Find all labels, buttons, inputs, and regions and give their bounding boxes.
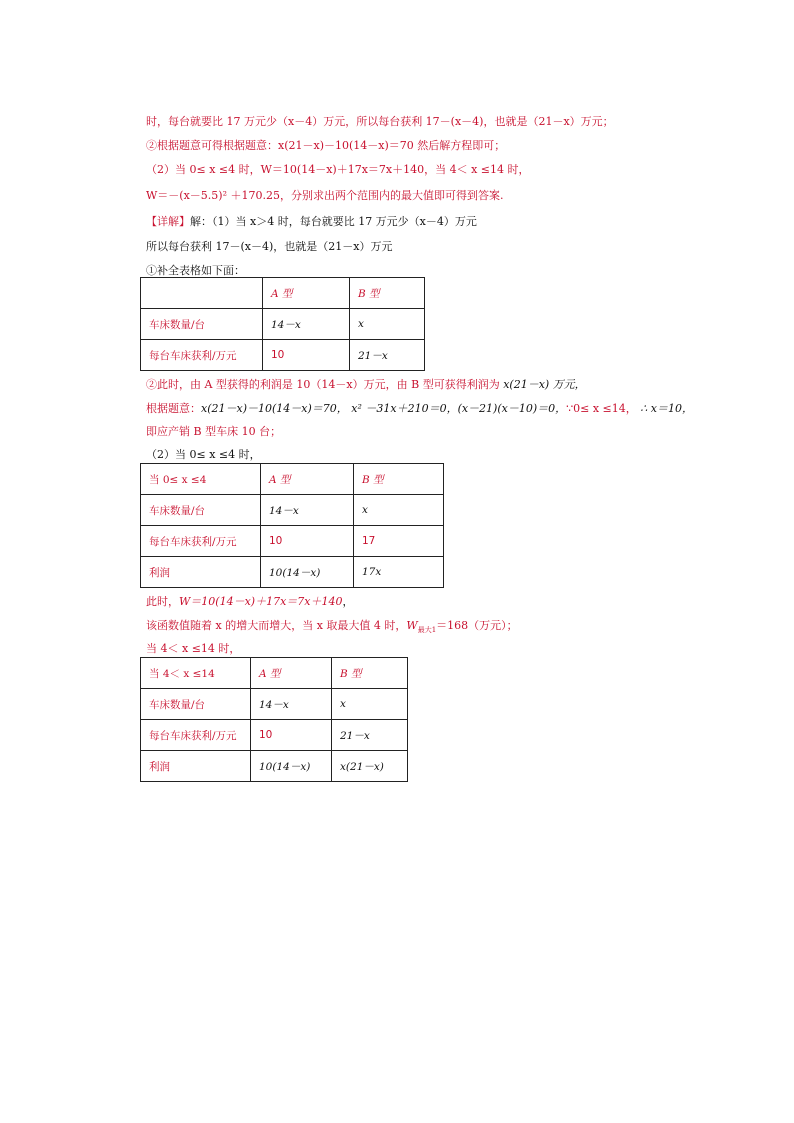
table-cell: A 型: [263, 278, 350, 309]
table-cell: B 型: [350, 278, 425, 309]
table-cell: x: [332, 689, 408, 720]
table-cell: 每台车床获利/万元: [141, 720, 251, 751]
detail-line-1: [146, 215, 477, 229]
detail-text: 根据题意：: [146, 402, 201, 415]
analysis-line-4: W＝－(x－5.5)² ＋170.25，分别求出两个范围内的最大值即可得到答案.: [146, 189, 504, 202]
table-cell: 利润: [141, 557, 261, 588]
table-cell: 21－x: [350, 340, 425, 371]
detail-line-10: 当 4＜ x ≤14 时，: [146, 642, 241, 655]
table-row: [141, 340, 425, 371]
table-row: [141, 557, 444, 588]
detail-line-4: [146, 378, 586, 392]
table-cell: 17x: [354, 557, 444, 588]
table-row: [141, 720, 408, 751]
detail-symbol: W: [406, 619, 418, 632]
detail-line-5: [146, 402, 693, 416]
table-cell: 车床数量/台: [141, 309, 263, 340]
table-cell: 21－x: [332, 720, 408, 751]
detail-formula: W＝10(14－x)＋17x＝7x＋140: [179, 595, 343, 608]
table-cell: 每台车床获利/万元: [141, 526, 261, 557]
detail-line-3: ①补全表格如下面：: [146, 264, 245, 277]
table-cell: 利润: [141, 751, 251, 782]
table-cell: x: [354, 495, 444, 526]
detail-formula: x(21－x) 万元，: [503, 378, 586, 391]
table-row: [141, 658, 408, 689]
table-2: [140, 463, 444, 588]
table-row: [141, 309, 425, 340]
table-row: [141, 751, 408, 782]
table-cell: 10(14－x): [251, 751, 332, 782]
table-cell: 14－x: [261, 495, 354, 526]
detail-condition: ∵0≤ x ≤14，: [566, 402, 637, 415]
table-cell: 10: [261, 526, 354, 557]
table-cell: x: [350, 309, 425, 340]
detail-result: ∴ x＝10，: [640, 402, 693, 415]
table-row: [141, 278, 425, 309]
detail-text: ②此时，由 A 型获得的利润是 10（14－x）万元，由 B 型可获得利润为: [146, 378, 504, 391]
table-row: [141, 526, 444, 557]
table-row: [141, 495, 444, 526]
table-cell: B 型: [354, 464, 444, 495]
table-cell: 车床数量/台: [141, 689, 251, 720]
detail-text: 该函数值随着 x 的增大而增大，当 x 取最大值 4 时，: [146, 619, 407, 632]
detail-line-6: 即应产销 B 型车床 10 台；: [146, 425, 282, 438]
table-cell: 10: [251, 720, 332, 751]
table-cell: 车床数量/台: [141, 495, 261, 526]
table-cell: A 型: [261, 464, 354, 495]
table-cell: 当 4＜ x ≤14: [141, 658, 251, 689]
detail-result: ＝168（万元）；: [436, 619, 518, 632]
detail-punct: ，: [342, 595, 354, 608]
detail-line-8: [146, 595, 354, 609]
detail-text: 解：（1）当 x＞4 时，每台就要比 17 万元少（x－4）万元: [190, 215, 477, 228]
table-cell: 当 0≤ x ≤4: [141, 464, 261, 495]
detail-line-9: [146, 619, 518, 637]
table-row: [141, 689, 408, 720]
table-cell: 14－x: [263, 309, 350, 340]
table-cell: 10: [263, 340, 350, 371]
detail-line-7: （2）当 0≤ x ≤4 时，: [146, 448, 261, 461]
table-3: [140, 657, 408, 782]
analysis-line-2: ②根据题意可得根据题意：x(21－x)－10(14－x)＝70 然后解方程即可；: [146, 139, 506, 152]
table-1: [140, 277, 425, 371]
detail-subscript: 最大1: [417, 626, 437, 635]
table-cell: B 型: [332, 658, 408, 689]
table-cell: x(21－x): [332, 751, 408, 782]
table-row: [141, 464, 444, 495]
analysis-line-3: （2）当 0≤ x ≤4 时，W＝10(14－x)＋17x＝7x＋140，当 4＜ x ≤14 时，: [146, 163, 530, 176]
table-cell: [141, 278, 263, 309]
detail-formula: x(21－x)－10(14－x)＝70， x² －31x＋210＝0，(x－21)(x－10)＝0，: [201, 402, 567, 415]
table-cell: 每台车床获利/万元: [141, 340, 263, 371]
table-cell: 10(14－x): [261, 557, 354, 588]
detail-tag: 【详解】: [146, 215, 190, 228]
analysis-line-1: 时，每台就要比 17 万元少（x－4）万元，所以每台获利 17－(x－4)，也就是（21－x）万元；: [146, 115, 614, 128]
table-cell: 14－x: [251, 689, 332, 720]
detail-line-2: 所以每台获利 17－(x－4)，也就是（21－x）万元: [146, 240, 393, 253]
detail-text: 此时，: [146, 595, 179, 608]
table-cell: 17: [354, 526, 444, 557]
table-cell: A 型: [251, 658, 332, 689]
